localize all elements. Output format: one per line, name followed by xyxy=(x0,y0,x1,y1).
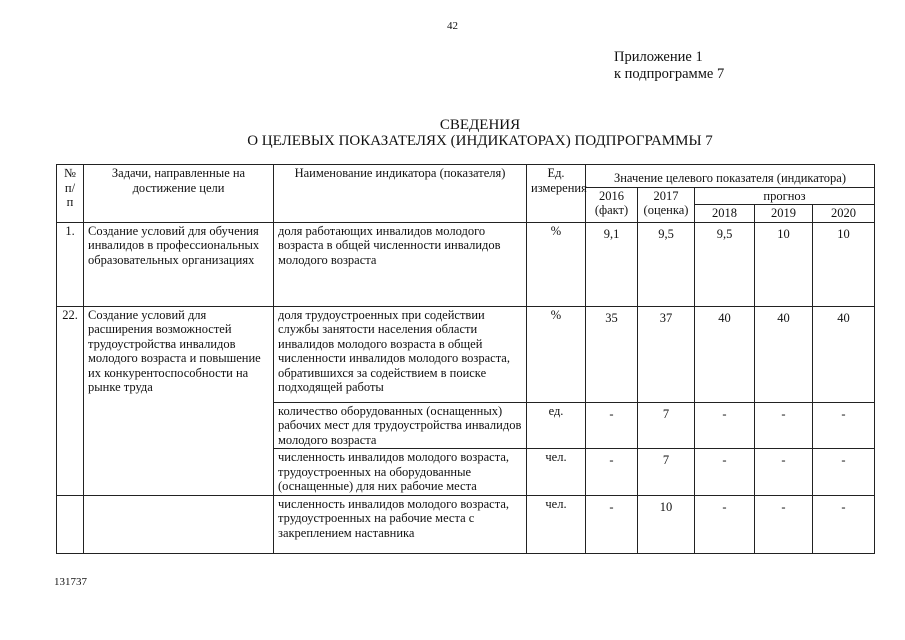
row-value-2016: - xyxy=(586,449,638,496)
title-line2: О ЦЕЛЕВЫХ ПОКАЗАТЕЛЯХ (ИНДИКАТОРАХ) ПОДПРОГРАММЫ 7 xyxy=(247,133,713,149)
header-values-group: Значение целевого показателя (индикатора) xyxy=(586,165,875,188)
row-value-2019: - xyxy=(755,449,813,496)
row-value-2019: - xyxy=(755,495,813,553)
header-tasks: Задачи, направленные на достижение цели xyxy=(84,165,274,223)
row-value-2020: 10 xyxy=(813,222,875,306)
row-value-2019: 10 xyxy=(755,222,813,306)
row-value-2016: - xyxy=(586,495,638,553)
row-indicator: численность инвалидов молодого возраста, трудоустроенных на рабочие места с закреплением наставника xyxy=(274,495,527,553)
title-line1: СВЕДЕНИЯ xyxy=(439,117,521,133)
row-value-2018: - xyxy=(695,402,755,449)
header-2020: 2020 xyxy=(813,205,875,223)
row-unit: чел. xyxy=(527,449,586,496)
row-num: 1. xyxy=(57,222,84,306)
row-indicator: доля работающих инвалидов молодого возраста в общей численности инвалидов молодого возраста xyxy=(274,222,527,306)
row-unit: чел. xyxy=(527,495,586,553)
row-indicator: численность инвалидов молодого возраста, трудоустроенных на оборудованные (оснащенные) для них рабочие места xyxy=(274,449,527,496)
header-indicator: Наименование индикатора (показателя) xyxy=(274,165,527,223)
row-task xyxy=(84,495,274,553)
row-value-2017: 9,5 xyxy=(638,222,695,306)
header-2018: 2018 xyxy=(695,205,755,223)
row-value-2016: 35 xyxy=(586,306,638,402)
row-unit: ед. xyxy=(527,402,586,449)
appendix-line2: к подпрограмме 7 xyxy=(614,66,725,82)
table-row xyxy=(57,495,875,553)
row-value-2020: - xyxy=(813,449,875,496)
row-value-2020: 40 xyxy=(813,306,875,402)
row-value-2017: 10 xyxy=(638,495,695,553)
header-unit: Ед. измерения xyxy=(527,165,586,223)
header-2019: 2019 xyxy=(755,205,813,223)
row-task: Создание условий для расширения возможностей трудоустройства инвалидов молодого возраста и повышение их конкурентоспособности на рынке труда xyxy=(84,306,274,495)
row-value-2018: - xyxy=(695,449,755,496)
header-2016: 2016 (факт) xyxy=(586,187,638,222)
row-value-2020: - xyxy=(813,495,875,553)
footer-code: 131737 xyxy=(54,576,87,588)
row-value-2018: 40 xyxy=(695,306,755,402)
table-row xyxy=(57,306,875,402)
header-2017: 2017 (оценка) xyxy=(638,187,695,222)
page-number: 42 xyxy=(447,20,458,32)
row-value-2020: - xyxy=(813,402,875,449)
row-unit: % xyxy=(527,306,586,402)
row-indicator: количество оборудованных (оснащенных) рабочих мест для трудоустройства инвалидов молодого возраста xyxy=(274,402,527,449)
header-num: № п/ п xyxy=(57,165,84,223)
row-indicator: доля трудоустроенных при содействии службы занятости населения области инвалидов молодого возраста в общей численности инвалидов молодого возраста, обратившихся за содействием в поиске подходящей работы xyxy=(274,306,527,402)
row-value-2019: - xyxy=(755,402,813,449)
appendix-line1: Приложение 1 xyxy=(614,49,703,65)
header-forecast: прогноз xyxy=(695,187,875,205)
row-value-2017: 37 xyxy=(638,306,695,402)
table-row xyxy=(57,222,875,306)
row-value-2016: - xyxy=(586,402,638,449)
row-value-2018: 9,5 xyxy=(695,222,755,306)
appendix-note xyxy=(614,49,724,83)
row-value-2016: 9,1 xyxy=(586,222,638,306)
header-row-1 xyxy=(57,165,875,188)
indicators-table xyxy=(56,164,875,554)
document-title xyxy=(0,117,905,149)
row-num xyxy=(57,495,84,553)
row-unit: % xyxy=(527,222,586,306)
row-value-2019: 40 xyxy=(755,306,813,402)
row-value-2018: - xyxy=(695,495,755,553)
row-value-2017: 7 xyxy=(638,402,695,449)
row-task: Создание условий для обучения инвалидов в профессиональных образовательных организациях xyxy=(84,222,274,306)
row-num: 22. xyxy=(57,306,84,495)
row-value-2017: 7 xyxy=(638,449,695,496)
